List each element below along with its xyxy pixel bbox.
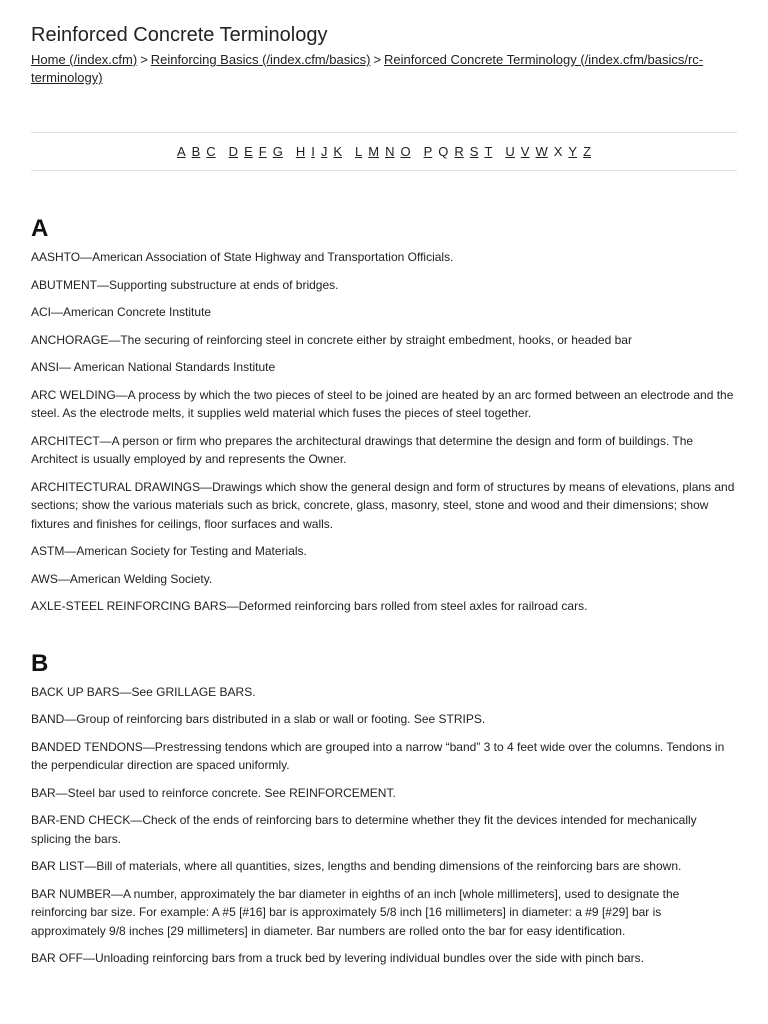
- glossary-term: BAND—Group of reinforcing bars distributed in a slab or wall or footing. See STRIPS.: [31, 712, 486, 726]
- section-heading: B: [31, 649, 49, 677]
- alphabet-letter-z[interactable]: Z: [583, 144, 592, 159]
- alphabet-letter-k[interactable]: K: [333, 144, 342, 159]
- glossary-term: BAR-END CHECK—Check of the ends of reinforcing bars to determine whether they fit the devices intended for mechanically splicing the bars.: [31, 813, 697, 846]
- alphabet-letter-l[interactable]: L: [355, 144, 363, 159]
- alphabet-letter-c[interactable]: C: [206, 144, 216, 159]
- glossary: [31, 215, 737, 968]
- alphabet-letter-b[interactable]: B: [191, 144, 201, 159]
- breadcrumb-link-reinforcing-basics[interactable]: Reinforcing Basics (/index.cfm/basics): [150, 52, 371, 67]
- alphabet-letter-r[interactable]: R: [454, 144, 464, 159]
- alphabet-letter-w[interactable]: W: [535, 144, 548, 159]
- alphabet-letter-h[interactable]: H: [295, 144, 306, 159]
- glossary-section-a: [31, 215, 737, 616]
- glossary-term: BAR NUMBER—A number, approximately the bar diameter in eighths of an inch [whole millimeters], used to designate the reinforcing bar size. For example: A #5 [#16] bar is approximately 5/8 inch [16 millimeters] in diameter: a #9 [#29] bar is approximately 9/8 inches [29 millimeters] in diameter. Bar numbers are rolled onto the bar for easy identification.: [31, 886, 680, 938]
- glossary-term: ANCHORAGE—The securing of reinforcing steel in concrete either by straight embedment, hooks, or headed bar: [31, 332, 632, 347]
- glossary-term: ANSI— American National Standards Institute: [31, 360, 276, 374]
- breadcrumb-separator: >: [140, 52, 148, 67]
- alphabet-letter-y[interactable]: Y: [568, 144, 578, 159]
- glossary-term: ARCHITECTURAL DRAWINGS—Drawings which show the general design and form of structures by means of elevations, plans and sections; show the various materials such as brick, concrete, glass, masonry, steel, stone and wood and their dimensions; show fixtures and finishes for ceilings, floor surfaces and walls.: [31, 479, 735, 531]
- glossary-section-b: [31, 650, 737, 968]
- glossary-term: AWS—American Welding Society.: [31, 571, 213, 586]
- alphabet-letter-f[interactable]: F: [258, 144, 267, 159]
- glossary-term: BAR LIST—Bill of materials, where all quantities, sizes, lengths and bending dimensions of the reinforcing bars are shown.: [31, 859, 682, 873]
- alphabet-letter-s[interactable]: S: [469, 144, 479, 159]
- alphabet-letter-n[interactable]: N: [385, 144, 395, 159]
- breadcrumb-separator: >: [373, 52, 382, 67]
- breadcrumb-link-rc-terminology[interactable]: Reinforced Concrete Terminology (/index.cfm/basics/rc-terminology): [31, 52, 704, 85]
- glossary-term: BANDED TENDONS—Prestressing tendons which are grouped into a narrow “band” 3 to 4 feet wide over the columns. Tendons in the perpendicular direction are spaced uniformly.: [31, 739, 725, 772]
- glossary-term: ABUTMENT—Supporting substructure at ends of bridges.: [31, 277, 339, 292]
- glossary-term: BAR OFF—Unloading reinforcing bars from a truck bed by levering individual bundles over the side with pinch bars.: [31, 951, 644, 965]
- alphabet-letter-a[interactable]: A: [176, 144, 186, 159]
- alphabet-letter-e[interactable]: E: [244, 144, 253, 159]
- glossary-term: BAR—Steel bar used to reinforce concrete. See REINFORCEMENT.: [31, 785, 396, 800]
- glossary-term: ARC WELDING—A process by which the two pieces of steel to be joined are heated by an arc formed between an electrode and the steel. As the electrode melts, it supplies weld material which fuses the pieces of steel together.: [31, 387, 734, 420]
- breadcrumb-link-home[interactable]: Home (/index.cfm): [31, 52, 138, 67]
- page-title: Reinforced Concrete Terminology: [31, 24, 328, 46]
- glossary-term: AASHTO—American Association of State Highway and Transportation Officials.: [31, 250, 454, 264]
- glossary-term: ARCHITECT—A person or firm who prepares the architectural drawings that determine the design and form of buildings. The Architect is usually employed by and represents the Owner.: [31, 433, 694, 466]
- alphabet-letter-p[interactable]: P: [423, 144, 433, 159]
- alphabet-letter-x: X: [553, 144, 563, 159]
- alphabet-letter-g[interactable]: G: [272, 144, 283, 159]
- alphabet-letter-j[interactable]: J: [320, 144, 328, 159]
- alphabet-index: [31, 132, 737, 171]
- alphabet-letter-u[interactable]: U: [505, 144, 515, 159]
- glossary-term: AXLE-STEEL REINFORCING BARS—Deformed reinforcing bars rolled from steel axles for railroad cars.: [31, 599, 588, 613]
- alphabet-letter-t[interactable]: T: [484, 144, 493, 159]
- glossary-term: ASTM—American Society for Testing and Materials.: [31, 544, 307, 558]
- section-heading: A: [31, 215, 49, 242]
- breadcrumb: [31, 51, 737, 87]
- glossary-term: BACK UP BARS—See GRILLAGE BARS.: [31, 684, 256, 699]
- alphabet-letter-i[interactable]: I: [311, 144, 315, 159]
- alphabet-letter-d[interactable]: D: [228, 144, 239, 159]
- alphabet-letter-m[interactable]: M: [368, 144, 380, 159]
- alphabet-letter-v[interactable]: V: [520, 144, 530, 159]
- alphabet-letter-o[interactable]: O: [400, 144, 411, 159]
- glossary-term: ACI—American Concrete Institute: [31, 305, 212, 319]
- alphabet-letter-q: Q: [438, 144, 449, 159]
